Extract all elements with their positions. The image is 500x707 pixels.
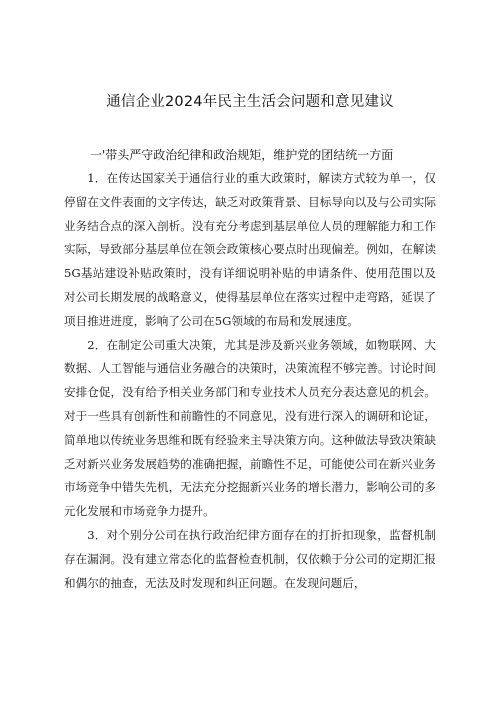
document-title: 通信企业2024年民主生活会问题和意见建议 bbox=[106, 94, 394, 110]
paragraph-2: 2．在制定公司重大决策，尤其是涉及新兴业务领域，如物联网、大数据、人工智能与通信业务融合的决策时，决策流程不够完善。讨论时间安排仓促，没有给予相关业务部门和专业技术人员充分表达意见的机会。对于一些具有创新性和前瞻性的不同意见，没有进行深入的调研和论证，简单地以传统业务思维和既有经验来主导决策方向。这种做法导致决策缺乏对新兴业务发展趋势的准确把握，前瞻性不足，可能使公司在新兴业务市场竞争中错失先机，无法充分挖掘新兴业务的增长潜力，影响公司的多元化发展和市场竞争力提升。 bbox=[64, 337, 436, 519]
paragraph-1: 1．在传达国家关于通信行业的重大政策时，解读方式较为单一，仅停留在文件表面的文字传达，缺乏对政策背景、目标导向以及与公司实际业务结合点的深入剖析。没有充分考虑到基层单位人员的理解能力和工作实际，导致部分基层单位在领会政策核心要点时出现偏差。例如，在解读5G基站建设补贴政策时，没有详细说明补贴的申请条件、使用范围以及对公司长期发展的战略意义，使得基层单位在落实过程中走弯路，延误了项目推进进度，影响了公司在5G领域的布局和发展速度。 bbox=[64, 171, 436, 328]
paragraph-3: 3．对个别分公司在执行政治纪律方面存在的打折扣现象，监督机制存在漏洞。没有建立常态化的监督检查机制，仅依赖于分公司的定期汇报和偶尔的抽查，无法及时发现和纠正问题。在发现问题后， bbox=[64, 527, 436, 590]
document-body bbox=[64, 167, 436, 595]
section-heading: 一'带头严守政治纪律和政治规矩，维护党的团结统一方面 bbox=[90, 148, 394, 162]
